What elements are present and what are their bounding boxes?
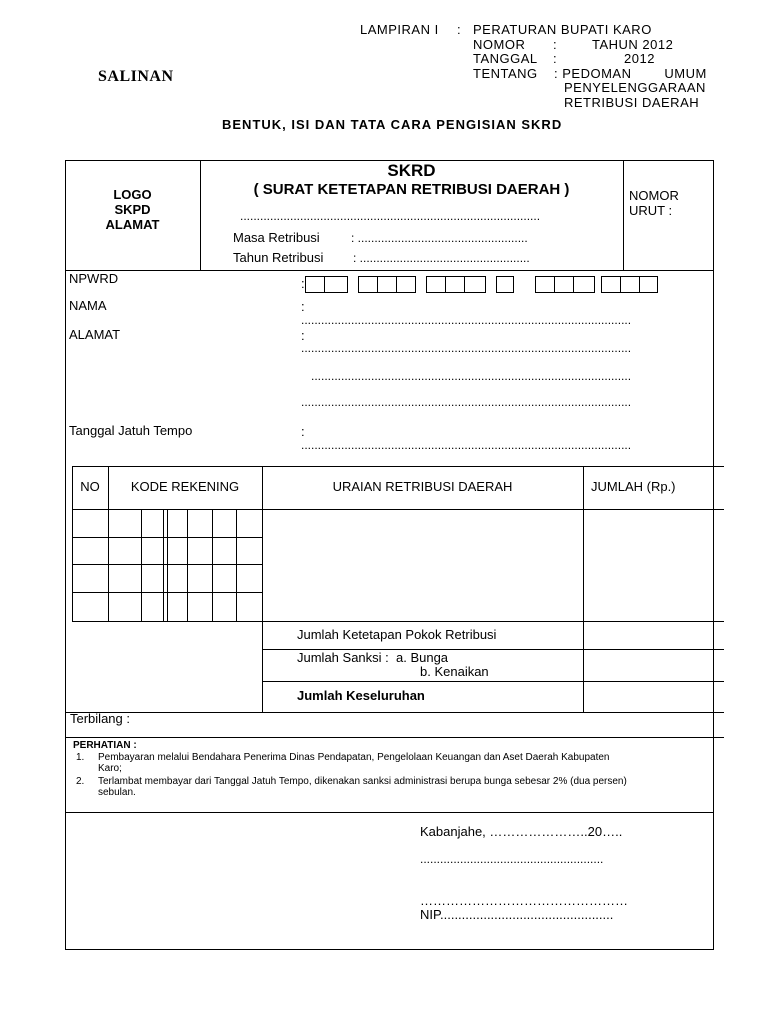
table-line — [167, 509, 168, 621]
table-line — [262, 466, 263, 712]
nomor-value: TAHUN 2012 — [592, 37, 674, 52]
divider — [65, 812, 714, 813]
npwrd-digit-box[interactable] — [639, 276, 658, 293]
salinan-label: SALINAN — [98, 68, 174, 85]
table-line — [72, 509, 724, 510]
npwrd-digit-box[interactable] — [496, 276, 514, 293]
perhatian-item2-line2: sebulan. — [98, 787, 136, 798]
alamat-text: ALAMAT — [105, 217, 160, 232]
nomor-urut-line2: URUT : — [629, 203, 673, 218]
nomor-urut-line1: NOMOR — [629, 188, 679, 203]
table-line — [187, 509, 188, 621]
table-line — [141, 509, 142, 621]
jatuh-tempo-colon: : — [301, 424, 305, 439]
terbilang-label: Terbilang : — [70, 711, 130, 726]
table-line — [72, 466, 724, 467]
perhatian-item2-line1: Terlambat membayar dari Tanggal Jatuh Tempo, dikenakan sanksi administrasi berupa bunga sebesar 2% (dua persen) — [98, 776, 627, 787]
skpd-text: SKPD — [114, 202, 151, 217]
lampiran-label: LAMPIRAN I — [360, 22, 439, 37]
npwrd-digit-box[interactable] — [377, 276, 397, 293]
nomor-colon: : — [553, 37, 558, 52]
table-line — [713, 466, 714, 712]
col-header-kode-rekening: KODE REKENING — [130, 479, 240, 494]
peraturan-title: PERATURAN BUPATI KARO — [473, 22, 652, 37]
nama-label: NAMA — [69, 298, 107, 313]
kenaikan-label: b. Kenaikan — [420, 664, 489, 679]
npwrd-digit-box[interactable] — [464, 276, 486, 293]
place-date: Kabanjahe, …………………..20….. — [420, 824, 623, 839]
npwrd-digit-box[interactable] — [324, 276, 348, 293]
table-line — [212, 509, 213, 621]
tanggal-value: 2012 — [624, 51, 655, 66]
jumlah-pokok-label: Jumlah Ketetapan Pokok Retribusi — [297, 627, 497, 642]
table-line — [236, 509, 237, 621]
perhatian-item2-no: 2. — [76, 776, 85, 787]
alamat-dots-3: ................................................................................................... — [301, 395, 632, 409]
npwrd-digit-box[interactable] — [445, 276, 465, 293]
masa-retribusi-value: : ................................................... — [351, 231, 528, 245]
nama-colon: : — [301, 299, 305, 314]
alamat-colon: : — [301, 328, 305, 343]
npwrd-label: NPWRD — [69, 271, 119, 286]
jumlah-sanksi-label: Jumlah Sanksi : a. Bunga — [297, 650, 449, 665]
npwrd-digit-box[interactable] — [426, 276, 446, 293]
document-title: BENTUK, ISI DAN TATA CARA PENGISIAN SKRD — [222, 117, 563, 132]
alamat-label: ALAMAT — [69, 327, 121, 342]
alamat-dots-2: ................................................................................................ — [311, 369, 632, 383]
nomor-urut-block — [629, 188, 679, 218]
tanggal-colon: : — [553, 51, 558, 66]
lampiran-colon: : — [457, 22, 462, 37]
npwrd-digit-box[interactable] — [601, 276, 621, 293]
perhatian-item1-no: 1. — [76, 752, 85, 763]
perhatian-item1-line1: Pembayaran melalui Bendahara Penerima Dinas Pendapatan, Pengelolaan Keuangan dan Aset Daerah Kabupaten — [98, 752, 610, 763]
skpd-name-dots: .......................................................................................... — [240, 209, 541, 223]
jatuh-tempo-dots: ................................................................................................... — [301, 438, 632, 452]
signature-dots: ………………………………………… — [420, 893, 628, 908]
logo-text: LOGO — [113, 187, 152, 202]
npwrd-digit-box[interactable] — [305, 276, 325, 293]
jatuh-tempo-label: Tanggal Jatuh Tempo — [69, 423, 193, 438]
nama-dots: ................................................................................................... — [301, 313, 632, 327]
col-header-jumlah: JUMLAH (Rp.) — [591, 479, 676, 494]
tanggal-label: TANGGAL — [473, 51, 538, 66]
npwrd-digit-box[interactable] — [554, 276, 574, 293]
nip-field: NIP................................................ — [420, 907, 614, 922]
jumlah-keseluruhan-label: Jumlah Keseluruhan — [297, 688, 425, 703]
alamat-dots-1: ................................................................................................... — [301, 341, 632, 355]
tentang-label: TENTANG — [473, 66, 538, 81]
table-line — [72, 621, 724, 622]
tahun-retribusi-label: Tahun Retribusi — [233, 250, 324, 265]
table-line — [163, 509, 164, 621]
divider — [65, 737, 724, 738]
npwrd-digit-box[interactable] — [535, 276, 555, 293]
col-header-uraian: URAIAN RETRIBUSI DAERAH — [332, 479, 513, 494]
table-line — [262, 681, 724, 682]
col-header-no: NO — [80, 479, 100, 494]
npwrd-digit-box[interactable] — [573, 276, 595, 293]
perhatian-item1-line2: Karo; — [98, 763, 122, 774]
masa-retribusi-label: Masa Retribusi — [233, 230, 320, 245]
npwrd-digit-box[interactable] — [620, 276, 640, 293]
logo-block — [65, 187, 200, 232]
signature-name-dots: ....................................................... — [420, 852, 604, 866]
skrd-title: SKRD — [387, 161, 436, 180]
skrd-full-title: ( SURAT KETETAPAN RETRIBUSI DAERAH ) — [253, 181, 570, 198]
nomor-label: NOMOR — [473, 37, 526, 52]
npwrd-digit-box[interactable] — [396, 276, 416, 293]
table-line — [583, 466, 584, 712]
perhatian-title: PERHATIAN : — [73, 740, 137, 751]
divider — [623, 160, 624, 270]
tentang-value-1: : PEDOMAN UMUM — [554, 66, 707, 81]
tentang-value-2: PENYELENGGARAAN — [564, 80, 706, 95]
npwrd-colon: : — [301, 276, 305, 291]
divider — [65, 270, 714, 271]
tahun-retribusi-value: : ................................................... — [353, 251, 530, 265]
npwrd-digit-box[interactable] — [358, 276, 378, 293]
tentang-value-3: RETRIBUSI DAERAH — [564, 95, 700, 110]
table-line — [65, 712, 724, 713]
